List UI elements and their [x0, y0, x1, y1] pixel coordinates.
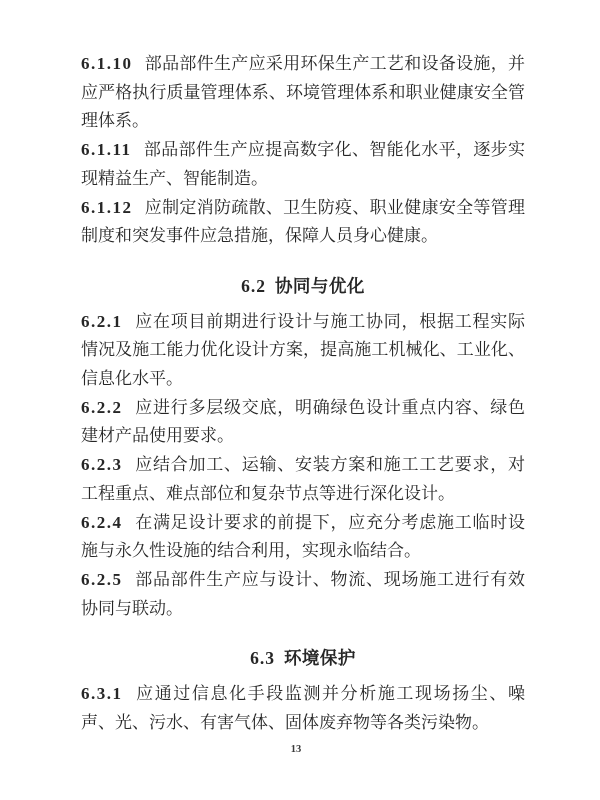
clause-number: 6.3.1 [81, 684, 123, 704]
clause-number: 6.1.10 [81, 54, 133, 73]
clause-number: 6.2.5 [81, 569, 123, 589]
clause [81, 50, 525, 136]
section-heading [81, 272, 525, 301]
clause [81, 566, 525, 623]
clause-text: 应进行多层级交底，明确绿色设计重点内容、绿色建材产品使用要求。 [81, 397, 525, 446]
clause [81, 509, 525, 566]
clause [81, 136, 525, 193]
clause-number: 6.1.12 [81, 197, 133, 217]
clause-text: 部品部件生产应采用环保生产工艺和设备设施，并应严格执行质量管理体系、环境管理体系和职业健康安全管理体系。 [81, 54, 525, 131]
page-number: 13 [290, 744, 302, 755]
section-heading [81, 644, 525, 673]
clause-number: 6.2.2 [81, 397, 123, 417]
clause-number: 6.2.3 [81, 455, 123, 475]
clause-text: 应通过信息化手段监测并分析施工现场扬尘、噪声、光、污水、有害气体、固体废弃物等各类污染物。 [81, 684, 525, 732]
clause-number: 6.2.1 [81, 311, 123, 331]
clause-text: 部品部件生产应提高数字化、智能化水平，逐步实现精益生产、智能制造。 [81, 140, 525, 188]
clause-text: 部品部件生产应与设计、物流、现场施工进行有效协同与联动。 [81, 569, 525, 618]
clause-text: 应在项目前期进行设计与施工协同，根据工程实际情况及施工能力优化设计方案，提高施工机械化、工业化、信息化水平。 [81, 311, 525, 389]
clause-number: 6.1.11 [81, 140, 132, 160]
clause [81, 194, 525, 251]
section-heading-number: 6.3 [250, 648, 275, 669]
clause [81, 680, 525, 737]
clause [81, 451, 525, 508]
clause-number: 6.2.4 [81, 512, 123, 532]
clause-text: 在满足设计要求的前提下，应充分考虑施工临时设施与永久性设施的结合利用，实现永临结合。 [81, 512, 525, 561]
clause [81, 394, 525, 451]
clause-text: 应制定消防疏散、卫生防疫、职业健康安全等管理制度和突发事件应急措施，保障人员身心健康。 [81, 197, 525, 246]
document-content [81, 50, 525, 737]
section-heading-title: 环境保护 [283, 648, 356, 669]
section-heading-number: 6.2 [241, 275, 266, 296]
clause [81, 308, 525, 394]
clause-text: 应结合加工、运输、安装方案和施工工艺要求，对工程重点、难点部位和复杂节点等进行深化设计。 [81, 455, 525, 503]
section-heading-title: 协同与优化 [274, 275, 365, 296]
